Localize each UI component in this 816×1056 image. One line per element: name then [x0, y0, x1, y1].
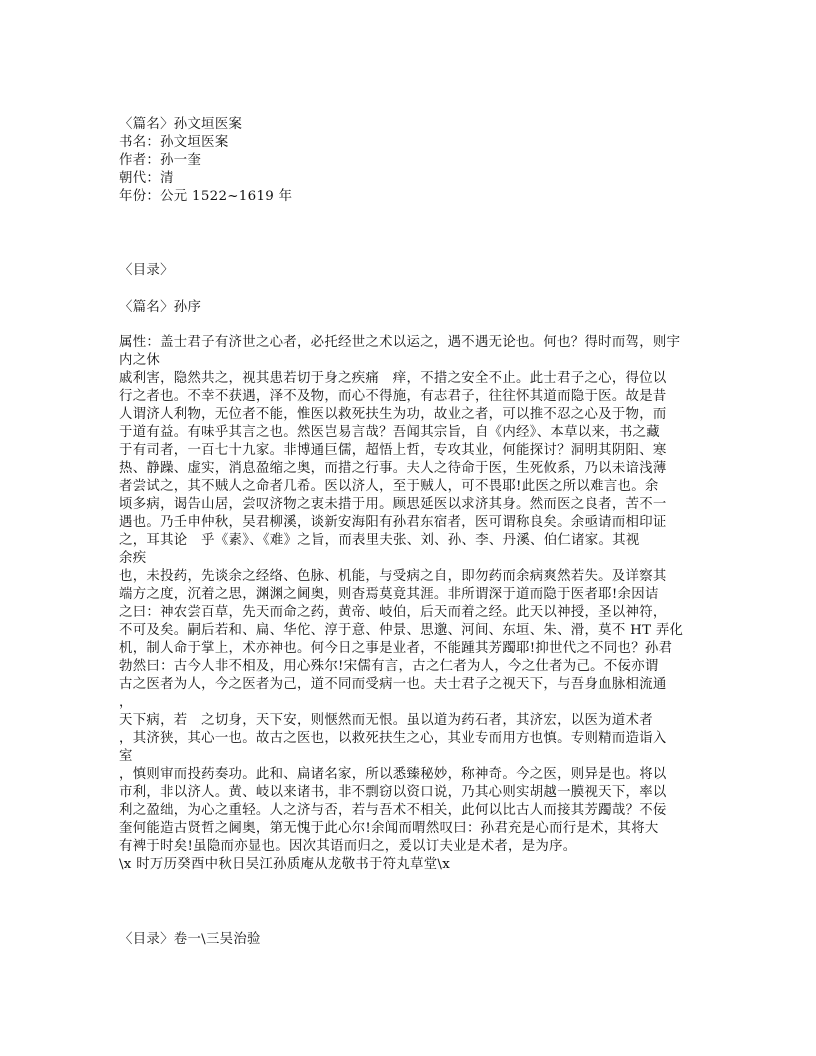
- body-line: ，慎则审而投药奏功。此和、扁诸名家，所以悉臻秘妙，称神奇。今之医，则异是也。将以: [119, 767, 667, 782]
- body-line: 之，耳其论 乎《素》、《难》之旨，而表里夫张、刘、孙、李、丹溪、伯仁诸家。其视: [119, 533, 640, 548]
- body-line: 有裨于时矣!虽隐而亦显也。因次其语而归之，爰以订夫业是术者，是为序。: [119, 839, 577, 854]
- body-line: 余疾: [119, 551, 147, 566]
- year-range: 年份：公元 1522~1619 年: [119, 189, 293, 204]
- section-title: 〈篇名〉孙序: [119, 300, 202, 315]
- body-line: 人谓济人利物，无位者不能，惟医以救死扶生为功，故业之者，可以推不忍之心及于物，而: [119, 407, 667, 422]
- body-line: 端方之度，沉着之思，渊渊之阃奥，则杳焉莫竟其涯。非所谓深于道而隐于医者耶!余因诘: [119, 587, 659, 602]
- body-line: 奎何能造古贤哲之阃奥，第无愧于此心尔!余闻而喟然叹曰：孙君充是心而行是术，其将大: [119, 821, 659, 836]
- body-line: 也，未投药，先谈余之经络、色脉、机能，与受病之自，即勿药而余病爽然若失。及详察其: [119, 569, 667, 584]
- signature-line: \x 时万历癸酉中秋日吴江孙质庵从龙敬书于符丸草堂\x: [119, 857, 451, 872]
- body-line: 天下病，若 之切身，天下安，则惬然而无恨。虽以道为药石者，其济宏，以医为道术者: [119, 713, 653, 728]
- next-toc-entry: 〈目录〉卷一\三吴治验: [119, 932, 261, 947]
- book-name: 书名：孙文垣医案: [119, 135, 229, 150]
- body-line: 顷多病，谒告山居，尝叹济物之衷未措于用。顾思延医以求济其身。然而医之良者，苦不一: [119, 497, 667, 512]
- body-line: ，: [119, 695, 133, 710]
- body-line: 遇也。乃壬申仲秋，吴君柳溪，谈新安海阳有孙君东宿者，医可谓称良矣。余亟请而相印证: [119, 515, 667, 530]
- body-line: 古之医者为人，今之医者为己，道不同而受病一也。夫士君子之视天下，与吾身血脉相流通: [119, 677, 667, 692]
- chapter-title: 〈篇名〉孙文垣医案: [119, 117, 243, 132]
- body-line: 利之盈绌，为心之重轻。人之济与否，若与吾术不相关，此何以比古人而接其芳躅哉？不佞: [119, 803, 667, 818]
- body-line: 者尝试之，其不贼人之命者几希。医以济人，至于贼人，可不畏耶!此医之所以难言也。余: [119, 479, 659, 494]
- body-line: 戚利害，隐然共之，视其患若切于身之疾痛 痒，不措之安全不止。此士君子之心，得位以: [119, 371, 667, 386]
- body-line: 勃然曰：古今人非不相及，用心殊尔!宋儒有言，古之仁者为人，今之仕者为己。不佞亦谓: [119, 659, 659, 674]
- body-line: 行之者也。不幸不获遇，泽不及物，而心不得施，有志君子，往往怀其道而隐于医。故是昔: [119, 389, 667, 404]
- body-line: ，其济狭，其心一也。故古之医也，以救死扶生之心，其业专而用方也慎。专则精而造诣入: [119, 731, 667, 746]
- body-line: 室: [119, 749, 133, 764]
- body-line: 于有司者，一百七十九家。非博通巨儒，超悟上哲，专攻其业，何能探讨？洞明其阴阳、寒: [119, 443, 667, 458]
- body-line: 之曰：神农尝百草，先天而命之药，黄帝、岐伯，后天而着之经。此天以神授，圣以神符，: [119, 605, 667, 620]
- body-line: 市利，非以济人。黄、岐以来诸书，非不剽窃以资口说，乃其心则实胡越一膜视天下，率以: [119, 785, 667, 800]
- body-line: 机，制人命于掌上，术亦神也。何今日之事是业者，不能踵其芳躅耶!抑世代之不同也？孙君: [119, 641, 673, 656]
- body-line: 属性：盖士君子有济世之心者，必托经世之术以运之，遇不遇无论也。何也？得时而驾，则宇: [119, 335, 681, 350]
- body-line: 内之休: [119, 353, 161, 368]
- body-line: 不可及矣。嗣后若和、扁、华佗、淳于意、仲景、思邈、河间、东垣、朱、滑，莫不 HT 弄化: [119, 623, 684, 638]
- author: 作者：孙一奎: [119, 153, 202, 168]
- toc-marker: 〈目录〉: [119, 263, 174, 278]
- body-line: 于道有益。有味乎其言之也。然医岂易言哉？吾闻其宗旨，自《内经》、本草以来，书之藏: [119, 425, 660, 440]
- dynasty: 朝代：清: [119, 171, 174, 186]
- body-line: 热、静躁、虚实，消息盈缩之奥，而措之行事。夫人之待命于医，生死攸系，乃以未谙浅薄: [119, 461, 667, 476]
